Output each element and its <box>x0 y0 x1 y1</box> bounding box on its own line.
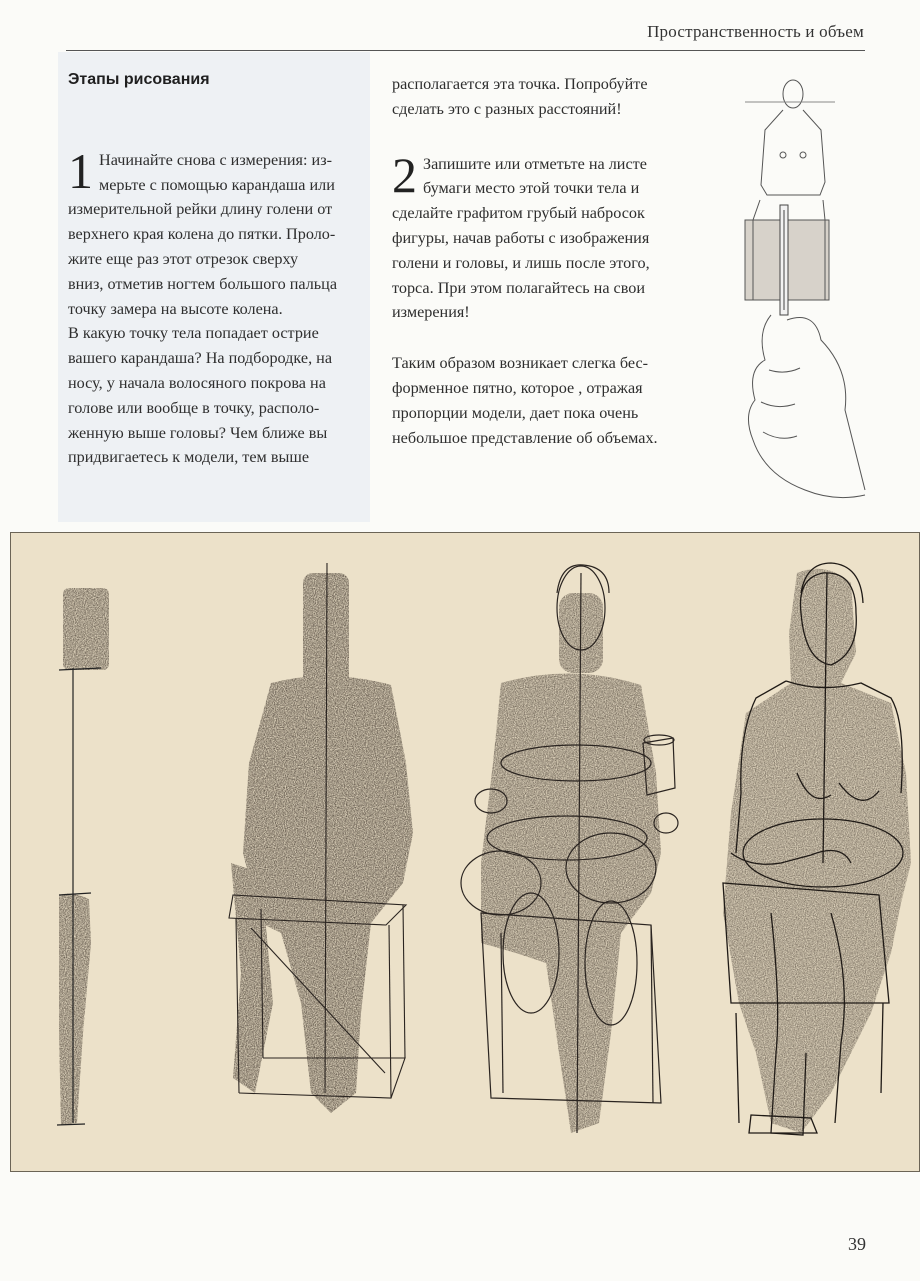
step-1 <box>68 142 368 470</box>
header-rule <box>66 50 865 51</box>
step-1-line: носу, у начала волосяного покрова на <box>68 373 326 392</box>
step-1-line: женную выше головы? Чем ближе вы <box>68 423 328 442</box>
step-1-line: голове или вообще в точку, располо- <box>68 398 320 417</box>
step-1-line: измерительной рейки длину голени от <box>68 200 333 219</box>
step-2 <box>392 146 712 326</box>
step-1-line: вашего карандаша? На подбородке, на <box>68 349 333 368</box>
step-1-line: вниз, отметив ногтем большого пальца <box>68 274 338 293</box>
stage-3-construction <box>461 565 678 1133</box>
step-1-line: мерьте с помощью карандаша или <box>99 175 335 194</box>
step-1-line: жите еще раз этот отрезок сверху <box>68 249 299 268</box>
measuring-hand-sketch <box>725 70 875 510</box>
conclusion-line: Таким образом возникает слегка бес- <box>392 354 649 373</box>
step-2-line: бумаги место этой точки тела и <box>423 179 640 198</box>
continuation-line: располагается эта точка. Попробуйте <box>392 75 648 93</box>
text-column-right <box>392 72 712 450</box>
step-2-line: измерения! <box>392 303 470 322</box>
conclusion-line: форменное пятно, которое , отражая <box>392 378 643 397</box>
step-1-number: 1 <box>68 142 93 199</box>
stage-2-tonal-mass <box>229 563 413 1113</box>
step-2-number: 2 <box>392 146 417 203</box>
step-2-line: сделайте графитом грубый набросок <box>392 204 645 223</box>
section-heading: Этапы рисования <box>68 71 210 88</box>
stage-1-measure <box>57 588 109 1125</box>
step-1-line: точку замера на высоте колена. <box>68 299 283 318</box>
step-2-line: фигуры, начав работы с изображения <box>392 228 650 247</box>
step-2-line: Запишите или отметьте на листе <box>423 154 647 173</box>
step-2-line: торса. При этом полагайтесь на свои <box>392 278 646 297</box>
drawing-stages-illustration <box>10 532 920 1172</box>
conclusion-line: небольшое представление об объемах. <box>392 428 658 447</box>
text-column-left <box>68 68 368 470</box>
stage-4-refined-figure <box>723 563 911 1135</box>
running-header: Пространственность и объем <box>647 22 864 41</box>
drawing-stages-svg <box>11 533 920 1172</box>
step-1-line: верхнего края колена до пятки. Проло- <box>68 225 336 244</box>
step-2-line: голени и головы, и лишь после этого, <box>392 253 650 272</box>
continuation-line: сделать это с разных расстояний! <box>392 99 622 118</box>
step-1-line: придвигаетесь к модели, тем выше <box>68 448 310 467</box>
page-number: 39 <box>848 1234 866 1254</box>
step-1-line: В какую точку тела попадает острие <box>68 324 319 343</box>
conclusion-line: пропорции модели, дает пока очень <box>392 403 639 422</box>
step-1-line: Начинайте снова с измерения: из- <box>99 150 332 169</box>
